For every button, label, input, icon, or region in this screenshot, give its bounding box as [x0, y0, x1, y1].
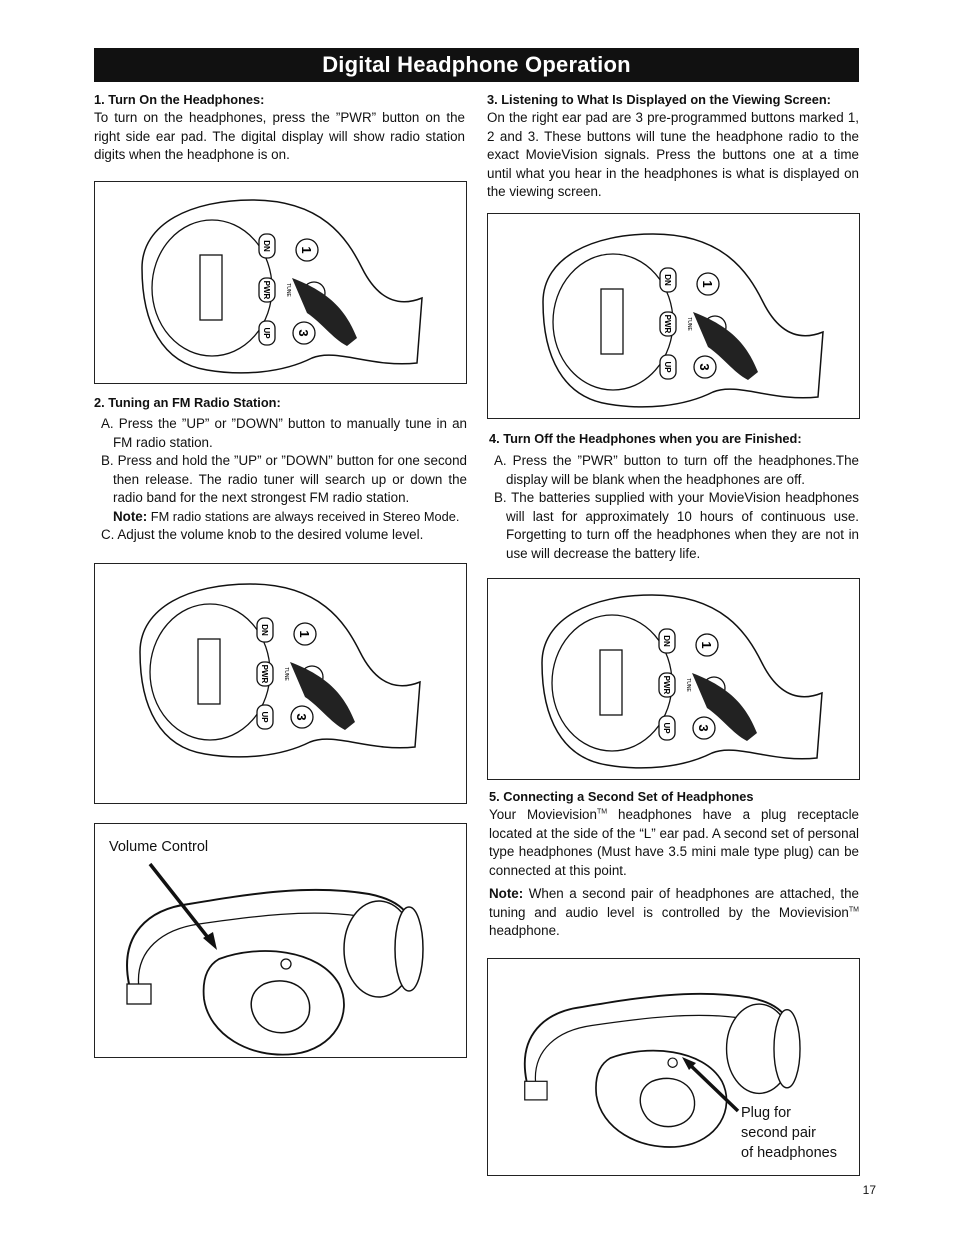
dn-button-label: DN: [662, 635, 671, 647]
lcd-screen: [600, 650, 622, 715]
up-button-label: UP: [262, 327, 271, 339]
note: [94, 508, 467, 527]
figure-power-on: [94, 181, 467, 384]
pointer-arrow: [150, 864, 213, 944]
section-turn-off: [487, 430, 859, 563]
preset-3-button-label: 3: [294, 713, 309, 721]
right-ear-cushion: [395, 907, 423, 991]
figure-tuning: [94, 563, 467, 804]
preset-1-button-label: 1: [297, 630, 312, 638]
section-second-headphones: [489, 788, 859, 941]
pwr-button-label: PWR: [663, 314, 672, 334]
hinge-left: [127, 984, 151, 1004]
dn-button-label: DN: [262, 240, 271, 252]
note-text: FM radio stations are always received in Stereo Mode.: [147, 508, 460, 524]
section-heading: 3. Listening to What Is Displayed on the Viewing Screen:: [487, 92, 831, 107]
plug-label-line: Plug for: [741, 1105, 791, 1121]
section-body: [489, 806, 859, 880]
volume-control-label: Volume Control: [109, 839, 209, 855]
tune-label: TUNE: [283, 667, 289, 681]
plug-label-line: of headphones: [741, 1145, 837, 1161]
dn-button-label: DN: [260, 624, 269, 636]
section-body: To turn on the headphones, press the ”PWR” button on the right side ear pad. The digital display will show radio station digits when the headphone is on.: [94, 110, 465, 162]
plug-jack: [668, 1058, 677, 1067]
note-text: When a second pair of headphones are attached, the tuning and audio level is controlled by the Movievision: [489, 886, 859, 920]
plug-jack: [281, 959, 291, 969]
ear-cup-panel: [640, 1078, 694, 1126]
up-button-label: UP: [662, 722, 671, 734]
display-bezel: [552, 615, 672, 751]
instruction-b: B. The batteries supplied with your MovieVision headphones will last for approximately 10 hours of continuous use. Forgetting to turn off the headphones when they are not in use will decrease the battery life.: [494, 490, 859, 561]
pwr-button-label: PWR: [260, 664, 269, 684]
tune-label: TUNE: [686, 317, 692, 331]
section-turn-on: [94, 91, 465, 165]
ear-pad-outline: [140, 584, 420, 757]
preset-1-button-label: 1: [700, 280, 715, 288]
figure-power-off: [487, 578, 860, 780]
page-title: Digital Headphone Operation: [94, 48, 859, 82]
preset-1-button-label: 1: [699, 641, 714, 649]
display-bezel: [152, 220, 272, 356]
figure-volume-control: [94, 823, 467, 1058]
note-label: Note:: [489, 886, 524, 901]
ear-pad-outline: [542, 595, 822, 768]
body-text: headphones have a plug receptacle located at the side of the “L” ear pad. A second set of personal type headphones (Must have 3.5 mini male type plug) can be connected at this point.: [489, 807, 860, 878]
dn-button-label: DN: [663, 274, 672, 286]
trademark: TM: [596, 808, 608, 816]
instruction-a: A. Press the ”UP” or ”DOWN” button to manually tune in an FM radio station.: [101, 416, 467, 450]
ear-cup-panel: [251, 981, 309, 1033]
section-heading: 4. Turn Off the Headphones when you are Finished:: [489, 431, 802, 446]
instruction-c: C. Adjust the volume knob to the desired volume level.: [101, 527, 424, 542]
ear-pad-outline: [142, 200, 422, 373]
preset-3-button-label: 3: [697, 363, 712, 371]
headphones-illustration: [95, 824, 467, 1058]
figure-presets: [487, 213, 860, 419]
plug-label-line: second pair: [741, 1125, 816, 1141]
body-text: Your Movievision: [489, 807, 597, 822]
section-heading: 1. Turn On the Headphones:: [94, 92, 265, 107]
tune-label: TUNE: [685, 678, 691, 692]
ear-pad-outline: [543, 234, 823, 407]
note-label: Note:: [113, 508, 148, 524]
section-tuning: [94, 394, 467, 545]
lcd-screen: [200, 255, 222, 320]
hinge-left: [525, 1081, 547, 1100]
instruction-a: A. Press the ”PWR” button to turn off the headphones.The display will be blank when the headphones are off.: [494, 453, 859, 487]
tune-label: TUNE: [285, 283, 291, 297]
up-button-label: UP: [663, 361, 672, 373]
lcd-screen: [601, 289, 623, 354]
note: [489, 885, 859, 941]
pwr-button-label: PWR: [262, 280, 271, 300]
section-heading: 5. Connecting a Second Set of Headphones: [489, 789, 754, 804]
keypad-illustration: [488, 214, 860, 419]
lcd-screen: [198, 639, 220, 704]
display-bezel: [150, 604, 270, 740]
page-number: 17: [862, 1183, 876, 1197]
trademark: TM: [848, 906, 859, 914]
preset-3-button-label: 3: [696, 724, 711, 732]
display-bezel: [553, 254, 673, 390]
keypad-illustration: [95, 564, 467, 804]
note-text: headphone.: [489, 923, 560, 938]
figure-plug: [487, 958, 860, 1176]
right-ear-cushion: [774, 1010, 800, 1088]
section-listening: [487, 91, 859, 202]
section-heading: 2. Tuning an FM Radio Station:: [94, 395, 281, 410]
pwr-button-label: PWR: [662, 675, 671, 695]
keypad-illustration: [488, 579, 860, 780]
preset-1-button-label: 1: [299, 246, 314, 254]
keypad-illustration: [95, 182, 467, 384]
up-button-label: UP: [260, 711, 269, 723]
preset-3-button-label: 3: [296, 329, 311, 337]
plug-label: [741, 1103, 837, 1163]
instruction-b: B. Press and hold the ”UP” or ”DOWN” button for one second then release. The radio tuner will search up or down the radio band for the next strongest FM radio station.: [101, 453, 467, 505]
section-body: On the right ear pad are 3 pre-programmed buttons marked 1, 2 and 3. These buttons will tune the headphone radio to the exact MovieVision signals. Press the buttons one at a time until what you hear in the headphones is what is displayed on the viewing screen.: [487, 110, 859, 199]
